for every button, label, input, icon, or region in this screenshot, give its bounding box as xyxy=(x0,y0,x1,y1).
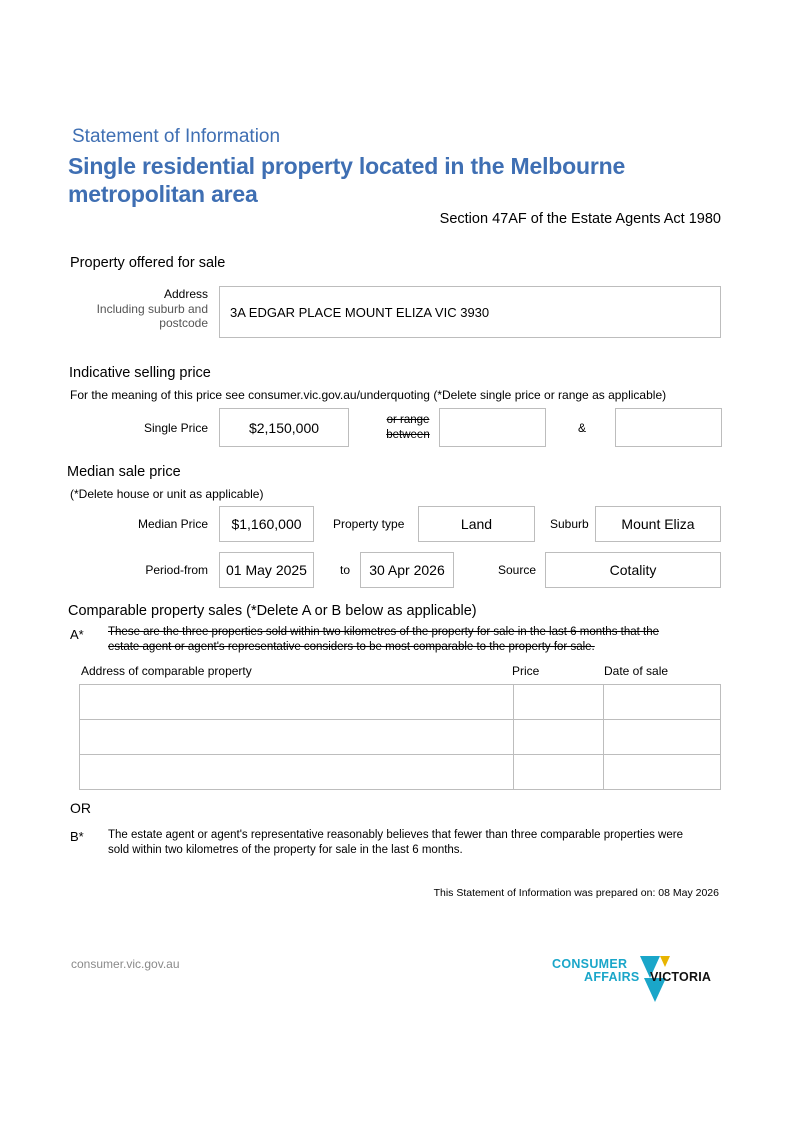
option-a-marker: A* xyxy=(70,627,84,642)
property-type-field xyxy=(418,506,535,542)
option-a-text-line1: These are the three properties sold within two kilometres of the property for sale in the last 6 months that the xyxy=(108,626,660,638)
or-label: OR xyxy=(70,800,91,816)
option-a-text-line2: estate agent or agent's representative considers to be most comparable to the property for sale. xyxy=(108,641,595,653)
table-cell-price xyxy=(514,685,604,720)
table-cell-address xyxy=(80,720,514,755)
table-row xyxy=(80,720,721,755)
range-from-field xyxy=(439,408,546,447)
statement-title: Statement of Information xyxy=(72,126,281,147)
consumer-affairs-victoria-logo xyxy=(548,952,728,1006)
address-label: Address xyxy=(163,287,208,301)
option-b-text-line2: sold within two kilometres of the property for sale in the last 6 months. xyxy=(108,844,463,856)
comparable-sales-table xyxy=(79,684,721,790)
median-heading: Median sale price xyxy=(67,464,181,480)
to-label: to xyxy=(340,563,351,577)
range-label-1: or range xyxy=(386,414,430,426)
single-price-value: $2,150,000 xyxy=(248,419,320,436)
median-price-field xyxy=(219,506,314,542)
source-value: Cotality xyxy=(609,562,657,578)
address-value: 3A EDGAR PLACE MOUNT ELIZA VIC 3930 xyxy=(230,304,490,320)
comparable-heading: Comparable property sales (*Delete A or B below as applicable) xyxy=(68,603,477,619)
period-from-value: 01 May 2025 xyxy=(226,562,307,578)
main-title-line1: Single residential property located in the Melbourne xyxy=(68,153,626,179)
suburb-field xyxy=(595,506,721,542)
table-cell-address xyxy=(80,755,514,790)
table-cell-price xyxy=(514,755,604,790)
range-label-2: between xyxy=(386,429,430,441)
property-heading: Property offered for sale xyxy=(70,255,226,271)
column-header-date: Date of sale xyxy=(604,664,669,678)
table-cell-date xyxy=(604,755,721,790)
table-cell-address xyxy=(80,685,514,720)
period-from-label: Period-from xyxy=(145,563,208,577)
option-b-marker: B* xyxy=(70,829,84,844)
column-header-price: Price xyxy=(512,664,540,678)
indicative-heading: Indicative selling price xyxy=(69,365,211,381)
logo-consumer-text: CONSUMER xyxy=(552,957,628,971)
single-price-label: Single Price xyxy=(143,421,208,435)
suburb-label: Suburb xyxy=(550,517,589,531)
logo-victoria-text: VICTORIA xyxy=(650,970,712,984)
median-price-value: $1,160,000 xyxy=(231,516,302,532)
property-type-value: Land xyxy=(460,516,493,532)
table-cell-date xyxy=(604,685,721,720)
property-type-label: Property type xyxy=(333,517,405,531)
table-row xyxy=(80,755,721,790)
address-field xyxy=(219,286,721,338)
suburb-value: Mount Eliza xyxy=(621,516,695,532)
logo-affairs-text: AFFAIRS xyxy=(584,970,640,984)
range-to-field xyxy=(615,408,722,447)
section-reference: Section 47AF of the Estate Agents Act 1980 xyxy=(439,211,721,227)
period-to-value: 30 Apr 2026 xyxy=(369,562,445,578)
address-sublabel-1: Including suburb and xyxy=(96,302,208,316)
table-row xyxy=(80,685,721,720)
table-cell-price xyxy=(514,720,604,755)
prepared-on-text: This Statement of Information was prepared on: 08 May 2026 xyxy=(433,887,719,899)
table-cell-date xyxy=(604,720,721,755)
website-link[interactable]: consumer.vic.gov.au xyxy=(71,957,180,971)
option-b-text-line1: The estate agent or agent's representative reasonably believes that fewer than three comparable properties were xyxy=(108,829,683,841)
address-sublabel-2: postcode xyxy=(159,316,208,330)
indicative-note: For the meaning of this price see consumer.vic.gov.au/underquoting (*Delete single price or range as applicable) xyxy=(70,388,667,402)
column-header-address: Address of comparable property xyxy=(81,664,252,678)
period-from-field xyxy=(219,552,314,588)
period-to-field xyxy=(360,552,454,588)
median-price-label: Median Price xyxy=(137,517,208,531)
source-label: Source xyxy=(498,563,537,577)
median-note: (*Delete house or unit as applicable) xyxy=(70,487,264,501)
main-title-line2: metropolitan area xyxy=(68,181,258,207)
single-price-field xyxy=(219,408,349,447)
and-label: & xyxy=(578,421,587,435)
source-field xyxy=(545,552,721,588)
